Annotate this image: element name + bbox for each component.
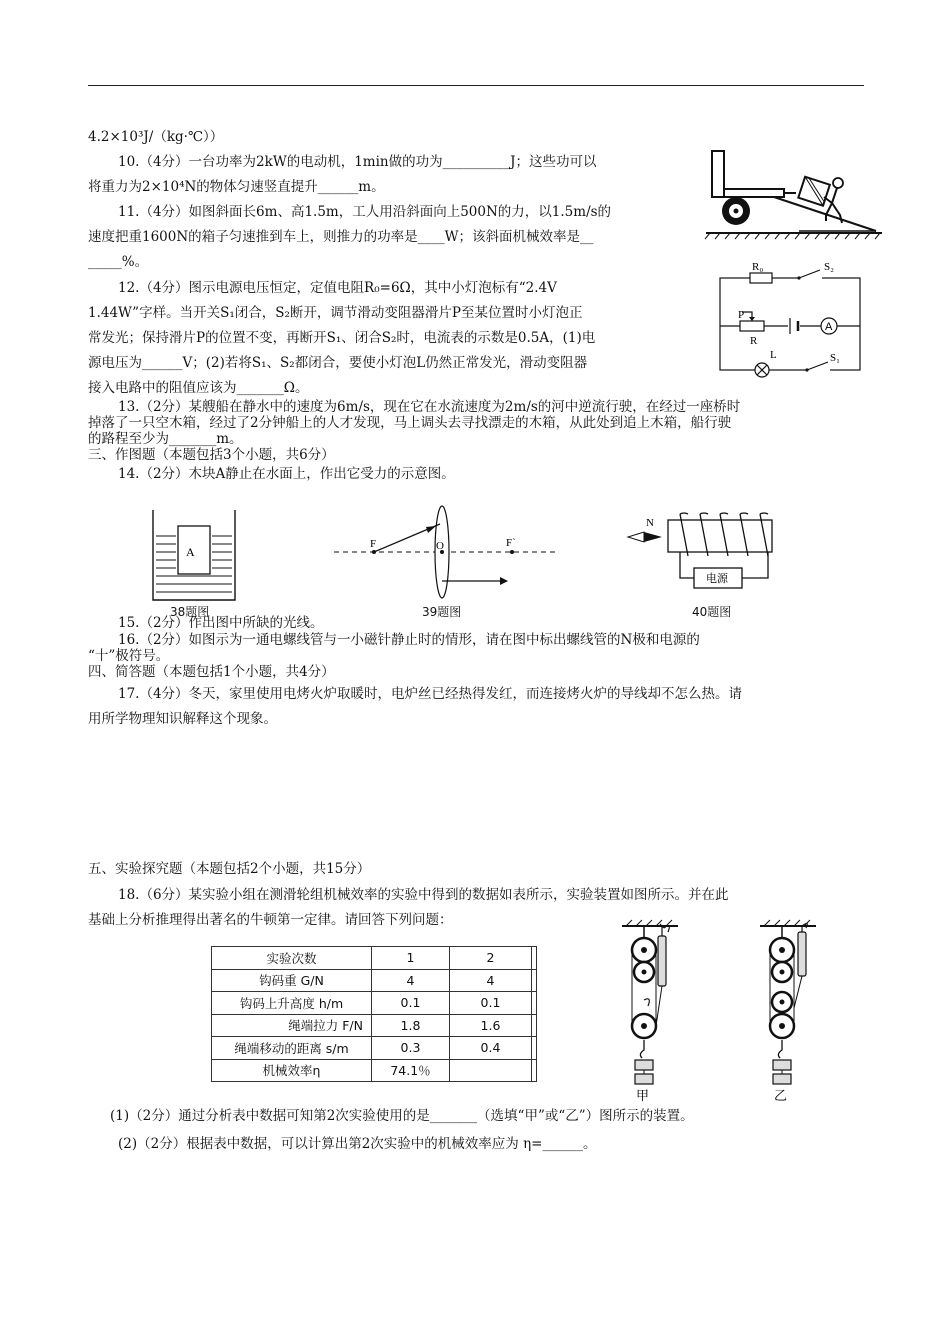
table-cell [532,1014,537,1037]
text-line: 的路程至少为_______m。 [88,431,243,447]
focus-f2: F` [506,537,516,549]
label-s1: S₁ [830,352,840,364]
text-line: 用所学物理知识解释这个现象。 [88,711,277,727]
experiment-table [211,946,537,1082]
ramp-figure [704,145,884,240]
table-row [212,1014,537,1037]
table-cell: 2 [450,947,532,970]
table-cell [450,1059,532,1082]
table-cell: 绳端移动的距离 s/m [212,1037,372,1060]
label-l: L [770,349,777,361]
label-r0: R₀ [752,261,764,273]
text-line: 源电压为______V；(2)若将S₁、S₂都闭合，要使小灯泡L仍然正常发光，滑动变阻器 [88,355,588,371]
section-5-heading: 五、实验探究题（本题包括2个小题，共15分） [88,861,371,877]
focus-f: F [370,538,377,550]
text-line: 速度把重1600N的箱子匀速推到车上，则推力的功率是____W；该斜面机械效率是__ [88,229,594,245]
table-row [212,992,537,1015]
text-line: 基础上分析推理得出著名的牛顿第一定律。请回答下列问题： [88,912,453,928]
section-3-heading: 三、作图题（本题包括3个小题，共6分） [88,447,335,463]
pulley-figure-jia [618,918,698,1103]
table-cell: 1.8 [372,1014,450,1037]
lens-figure [330,505,560,605]
table-cell: 钩码重 G/N [212,969,372,992]
text-line: 接入电路中的阻值应该为_______Ω。 [88,380,309,396]
label-p: P [738,309,745,321]
table-cell [532,1059,537,1082]
question-18-part-2: (2)（2分）根据表中数据，可以计算出第2次实验中的机械效率应为 η=______。 [118,1136,597,1152]
text-line: 将重力为2×10⁴N的物体匀速竖直提升______m。 [88,179,385,195]
question-18-part-1: (1)（2分）通过分析表中数据可知第2次实验使用的是_______（选填“甲”或“乙”）图所示的装置。 [110,1108,694,1124]
question-17: 17.（4分）冬天，家里使用电烤火炉取暖时，电炉丝已经热得发红，而连接烤火炉的导线却不怎么热。请 [118,686,743,702]
table-cell [532,969,537,992]
text-line: 掉落了一只空木箱，经过了2分钟船上的人才发现，马上调头去寻找漂走的木箱，从此处到追上木箱，船行驶 [88,415,732,431]
question-18: 18.（6分）某实验小组在测滑轮组机械效率的实验中得到的数据如表所示，实验装置如图所示。并在此 [118,887,729,903]
caption-38: 38题图 [170,605,210,619]
text-line: 常发光；保持滑片P的位置不变，再断开S₁、闭合S₂时，电流表的示数是0.5A，(1)电 [88,330,596,346]
table-row [212,1059,537,1082]
table-cell: 0.3 [372,1037,450,1060]
table-cell: 0.1 [372,992,450,1015]
pulley-figure-yi [756,918,836,1103]
table-row [212,1037,537,1060]
table-cell: 0.1 [450,992,532,1015]
table-row [212,969,537,992]
optical-center-o: O [436,540,444,552]
text-line: “十”极符号。 [88,648,170,664]
question-11: 11.（4分）如图斜面长6m、高1.5m，工人用沿斜面向上500N的力，以1.5m/s的 [118,204,612,220]
table-cell [532,992,537,1015]
power-source-label: 电源 [706,573,728,585]
table-cell: 1.6 [450,1014,532,1037]
question-13: 13.（2分）某艘船在静水中的速度为6m/s，现在它在水流速度为2m/s的河中逆流行驶，在经过一座桥时 [118,399,741,415]
table-cell: 4 [450,969,532,992]
label-s2: S₂ [824,261,834,273]
caption-39: 39题图 [422,605,462,619]
table-cell: 74.1％ [372,1059,450,1082]
header-rule [88,85,864,86]
table-cell: 绳端拉力 F/N [212,1014,372,1037]
question-16: 16.（2分）如图示为一通电螺线管与一小磁针静止时的情形，请在图中标出螺线管的N极和电源的 [118,632,700,648]
text-line: 4.2×10³J/（kg·℃）） [88,129,224,145]
table-cell: 实验次数 [212,947,372,970]
compass-north: N [646,517,654,529]
label-r: R [750,335,758,347]
question-12: 12.（4分）图示电源电压恒定，定值电阻R₀=6Ω，其中小灯泡标有“2.4V [118,280,557,296]
circuit-figure [712,258,867,383]
question-10: 10.（4分）一台功率为2kW的电动机，1min做的功为__________J；这些功可以 [118,154,597,170]
table-cell: 0.4 [450,1037,532,1060]
label-yi: 乙 [774,1089,788,1104]
text-line: _____%。 [88,254,149,270]
question-15: 15.（2分）作出图中所缺的光线。 [118,615,324,631]
table-row [212,947,537,970]
table-cell: 机械效率η [212,1059,372,1082]
text-line: 1.44W”字样。当开关S₁闭合，S₂断开，调节滑动变阻器滑片P至某位置时小灯泡正 [88,305,583,321]
label-jia: 甲 [636,1089,650,1104]
table-cell [532,947,537,970]
beaker-figure [150,508,240,603]
table-cell [532,1037,537,1060]
table-cell: 钩码上升高度 h/m [212,992,372,1015]
question-14: 14.（2分）木块A静止在水面上，作出它受力的示意图。 [118,466,455,482]
table-cell: 1 [372,947,450,970]
section-4-heading: 四、简答题（本题包括1个小题，共4分） [88,664,335,680]
block-label: A [186,545,195,559]
caption-40: 40题图 [692,605,732,619]
ammeter-label: A [825,321,833,333]
table-cell: 4 [372,969,450,992]
solenoid-figure [622,510,782,605]
